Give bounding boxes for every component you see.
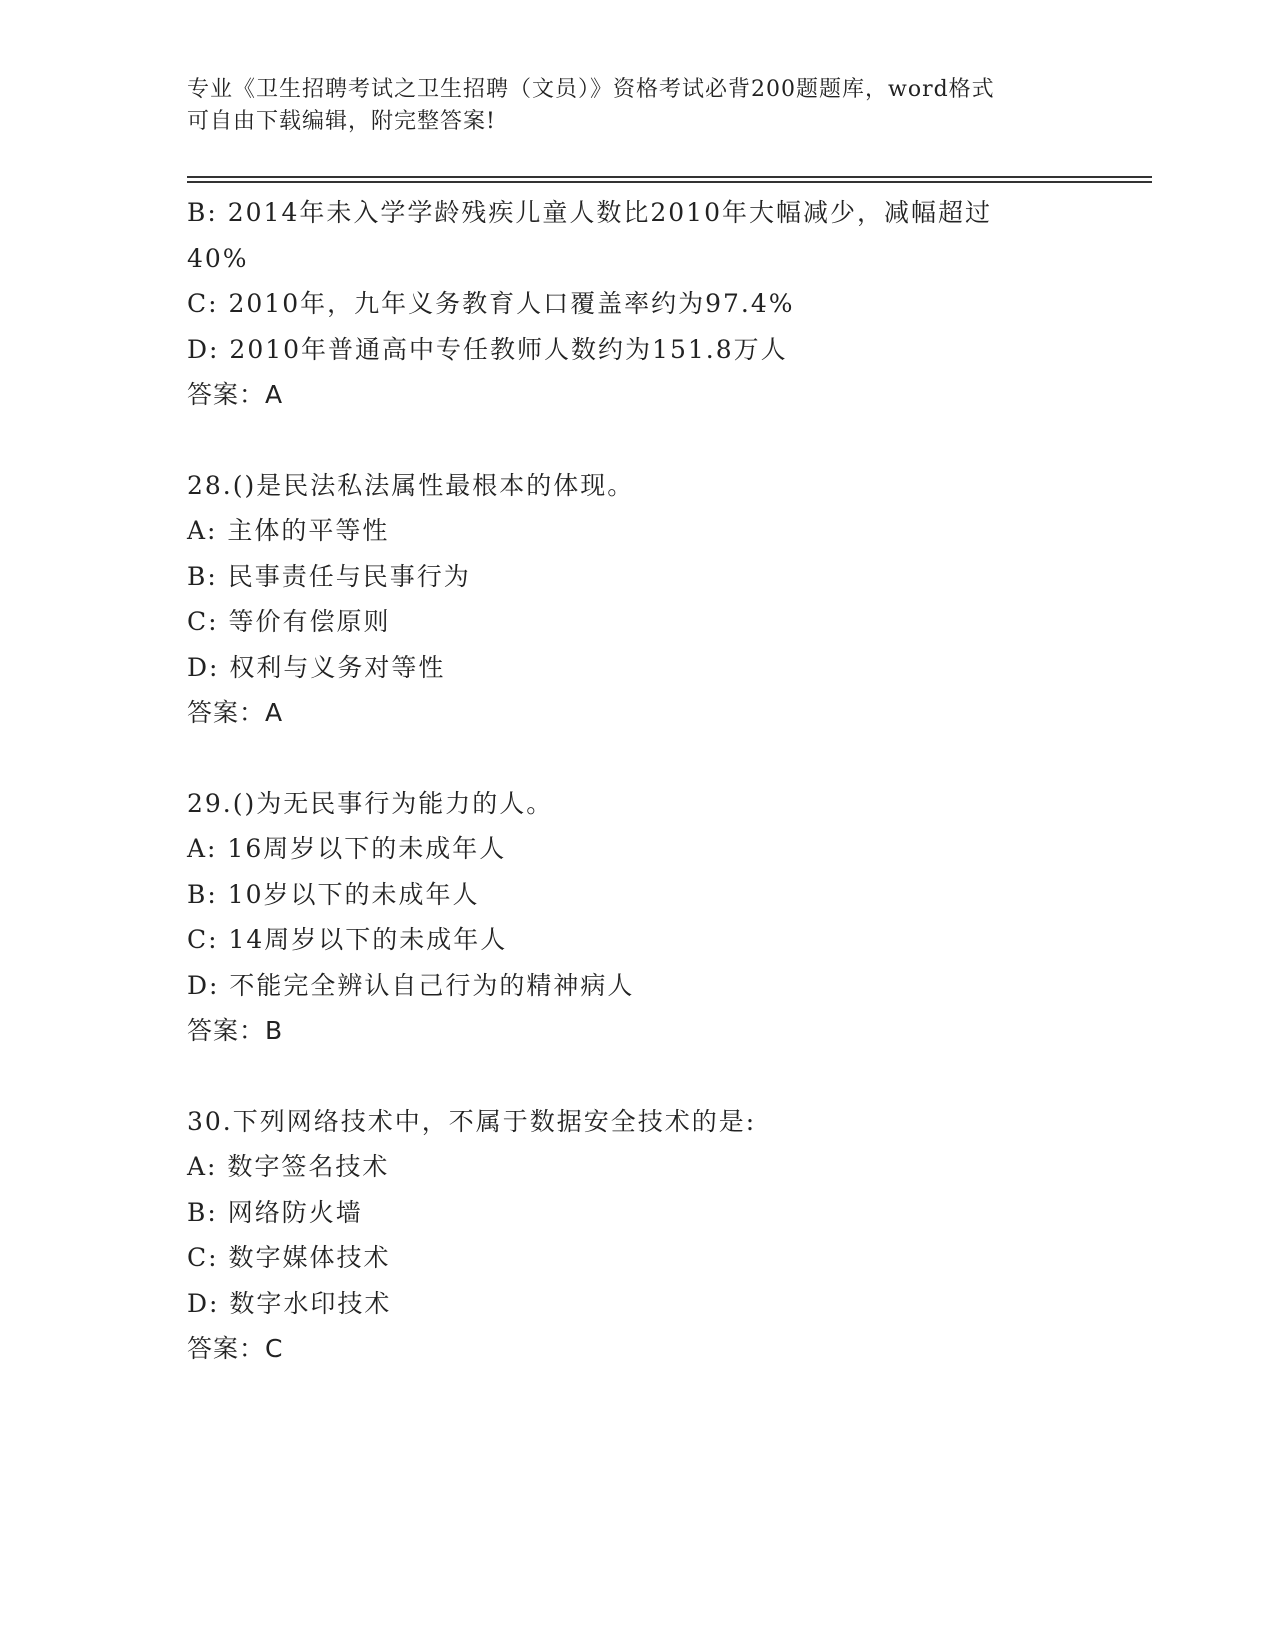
option-c: C: 2010年，九年义务教育人口覆盖率约为97.4% — [187, 289, 795, 318]
option-b: B: 10岁以下的未成年人 — [187, 879, 480, 909]
option-c: C: 等价有偿原则 — [187, 607, 391, 636]
question-stem: 29.()为无民事行为能力的人。 — [187, 788, 554, 818]
spacer — [187, 736, 1127, 781]
option-b: B: 民事责任与民事行为 — [187, 561, 471, 591]
answer-line: 答案：B — [187, 1016, 284, 1045]
option-b: B: 网络防火墙 — [187, 1197, 363, 1227]
question-stem: 30.下列网络技术中，不属于数据安全技术的是: — [187, 1106, 757, 1136]
option-d: D: 权利与义务对等性 — [187, 652, 446, 682]
option-a: A: 16周岁以下的未成年人 — [187, 834, 507, 863]
header-divider-top — [187, 176, 1152, 178]
header-line-1: 专业《卫生招聘考试之卫生招聘（文员）》资格考试必背200题题库，word格式 — [187, 77, 995, 102]
option-c: C: 数字媒体技术 — [187, 1243, 391, 1272]
option-a: A: 数字签名技术 — [187, 1152, 390, 1181]
option-d: D: 数字水印技术 — [187, 1288, 392, 1318]
option-c: C: 14周岁以下的未成年人 — [187, 925, 508, 954]
header-line-2: 可自由下载编辑，附完整答案! — [187, 109, 496, 134]
option-a: A: 主体的平等性 — [187, 516, 390, 545]
option-b-continued: 40% — [187, 243, 249, 273]
option-d: D: 2010年普通高中专任教师人数约为151.8万人 — [187, 334, 788, 364]
spacer — [187, 418, 1127, 463]
question-list — [187, 190, 1127, 1372]
answer-line: 答案：C — [187, 1334, 284, 1363]
answer-line: 答案：A — [187, 380, 284, 409]
question-block-29 — [187, 781, 1127, 1054]
question-block-prev — [187, 190, 1127, 418]
option-d: D: 不能完全辨认自己行为的精神病人 — [187, 970, 635, 1000]
document-header — [187, 74, 1087, 138]
option-b: B: 2014年未入学学龄残疾儿童人数比2010年大幅减少，减幅超过 — [187, 198, 992, 227]
answer-line: 答案：A — [187, 698, 284, 727]
question-stem: 28.()是民法私法属性最根本的体现。 — [187, 470, 635, 500]
header-divider-bottom — [187, 181, 1152, 183]
question-block-30 — [187, 1099, 1127, 1372]
spacer — [187, 1054, 1127, 1099]
question-block-28 — [187, 463, 1127, 736]
